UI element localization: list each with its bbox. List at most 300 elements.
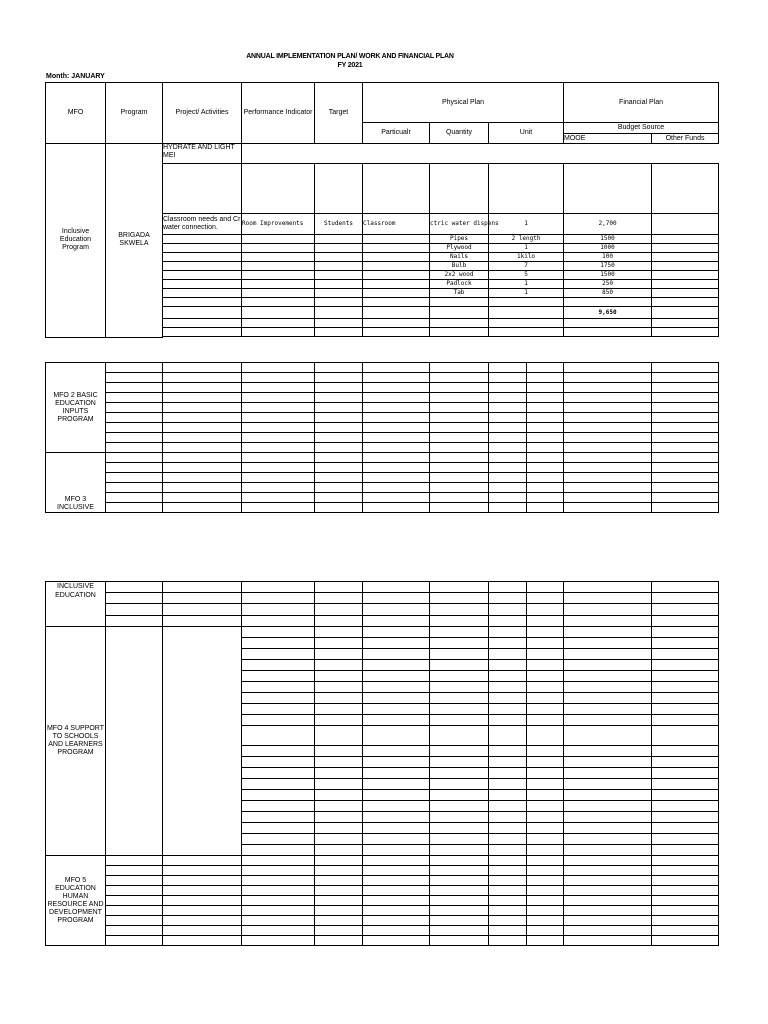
cell	[430, 433, 489, 443]
cell	[489, 616, 527, 627]
cell	[163, 383, 242, 393]
cell	[430, 638, 489, 649]
cell	[242, 319, 315, 328]
cell	[564, 403, 652, 413]
cell	[489, 638, 527, 649]
cell	[315, 660, 363, 671]
cell	[527, 413, 564, 423]
cell	[242, 823, 315, 834]
cell	[315, 834, 363, 845]
item-quantity: Tab	[430, 289, 489, 298]
cell	[363, 671, 430, 682]
cell	[564, 649, 652, 660]
cell	[163, 616, 242, 627]
cell	[652, 812, 719, 823]
cell	[363, 244, 430, 253]
col-indicator: Performance Indicator	[242, 83, 315, 144]
cell	[363, 604, 430, 616]
cell	[430, 443, 489, 453]
col-target: Target	[315, 83, 363, 144]
cell	[652, 856, 719, 866]
col-financial-plan: Financial Plan	[564, 83, 719, 123]
cell	[363, 801, 430, 812]
cell	[315, 593, 363, 604]
cell	[564, 413, 652, 423]
cell	[163, 493, 242, 503]
cell	[564, 886, 652, 896]
cell	[363, 443, 430, 453]
cell	[652, 403, 719, 413]
cell	[242, 373, 315, 383]
cell	[315, 253, 363, 262]
cell	[564, 856, 652, 866]
cell	[242, 671, 315, 682]
cell	[489, 845, 527, 856]
col-unit: Unit	[489, 123, 564, 144]
item-mooe: 850	[564, 289, 652, 298]
cell	[363, 262, 430, 271]
cell	[242, 403, 315, 413]
cell	[363, 746, 430, 757]
cell	[564, 473, 652, 483]
cell	[430, 790, 489, 801]
cell	[489, 383, 527, 393]
cell	[163, 926, 242, 936]
cell	[242, 801, 315, 812]
cell	[430, 856, 489, 866]
cell	[527, 493, 564, 503]
cell	[564, 906, 652, 916]
cell	[315, 757, 363, 768]
cell	[242, 790, 315, 801]
cell	[489, 627, 527, 638]
mfo-support-to-schools: MFO 4 SUPPORT TO SCHOOLS AND LEARNERS PROGRAM	[46, 627, 106, 856]
cell	[363, 682, 430, 693]
cell	[489, 866, 527, 876]
cell	[163, 413, 242, 423]
cell	[430, 906, 489, 916]
cell	[106, 503, 163, 513]
cell	[315, 307, 363, 319]
cell	[315, 627, 363, 638]
cell	[564, 834, 652, 845]
cell	[489, 757, 527, 768]
cell	[430, 682, 489, 693]
cell	[489, 443, 527, 453]
cell	[489, 886, 527, 896]
cell	[652, 801, 719, 812]
cell	[527, 373, 564, 383]
cell	[527, 671, 564, 682]
cell	[564, 328, 652, 337]
cell	[564, 363, 652, 373]
cell	[527, 834, 564, 845]
item-quantity: Pipes	[430, 235, 489, 244]
cell	[564, 319, 652, 328]
cell	[652, 715, 719, 726]
cell	[430, 473, 489, 483]
cell	[527, 916, 564, 926]
cell	[430, 896, 489, 906]
cell	[652, 834, 719, 845]
cell	[527, 582, 564, 593]
cell	[527, 693, 564, 704]
cell	[242, 244, 315, 253]
cell	[242, 926, 315, 936]
cell	[489, 856, 527, 866]
cell	[430, 704, 489, 715]
cell	[489, 483, 527, 493]
cell	[430, 936, 489, 946]
cell	[242, 906, 315, 916]
cell	[363, 433, 430, 443]
cell	[489, 403, 527, 413]
cell	[363, 936, 430, 946]
cell	[430, 319, 489, 328]
cell	[163, 886, 242, 896]
cell	[242, 886, 315, 896]
cell	[363, 876, 430, 886]
cell	[489, 660, 527, 671]
cell	[363, 582, 430, 593]
cell	[527, 363, 564, 373]
cell	[315, 638, 363, 649]
cell	[315, 866, 363, 876]
target-value: Students	[315, 214, 363, 235]
cell	[106, 916, 163, 926]
mfo-education-human-resource: MFO 5 EDUCATION HUMAN RESOURCE AND DEVELOPMENT PROGRAM	[46, 856, 106, 946]
cell	[163, 876, 242, 886]
cell	[527, 433, 564, 443]
cell	[315, 413, 363, 423]
cell	[527, 443, 564, 453]
cell	[430, 164, 489, 214]
cell	[652, 886, 719, 896]
cell	[106, 936, 163, 946]
cell	[489, 704, 527, 715]
cell	[564, 682, 652, 693]
cell	[242, 715, 315, 726]
cell	[315, 262, 363, 271]
cell	[652, 906, 719, 916]
cell	[363, 693, 430, 704]
cell	[315, 280, 363, 289]
cell	[527, 604, 564, 616]
item-quantity: Nails	[430, 253, 489, 262]
item-quantity: Bulb	[430, 262, 489, 271]
cell	[652, 916, 719, 926]
cell	[527, 845, 564, 856]
cell	[163, 319, 242, 328]
cell	[430, 886, 489, 896]
cell	[315, 383, 363, 393]
cell	[242, 896, 315, 906]
cell	[363, 373, 430, 383]
col-other-funds: Other Funds	[652, 134, 719, 144]
cell	[652, 757, 719, 768]
cell	[163, 289, 242, 298]
item-mooe: 1500	[564, 235, 652, 244]
cell	[652, 845, 719, 856]
cell	[315, 393, 363, 403]
cell	[527, 926, 564, 936]
cell	[564, 164, 652, 214]
cell	[564, 790, 652, 801]
cell	[163, 393, 242, 403]
cell	[163, 593, 242, 604]
cell	[242, 493, 315, 503]
cell	[564, 768, 652, 779]
cell	[564, 671, 652, 682]
cell	[430, 845, 489, 856]
cell	[652, 363, 719, 373]
cell	[489, 906, 527, 916]
cell	[363, 164, 430, 214]
cell	[363, 463, 430, 473]
cell	[363, 493, 430, 503]
cell	[652, 443, 719, 453]
cell	[652, 262, 719, 271]
cell	[564, 704, 652, 715]
document-title: ANNUAL IMPLEMENTATION PLAN/ WORK AND FINANCIAL PLAN	[246, 53, 454, 60]
cell	[242, 298, 315, 307]
item-unit: 1	[489, 244, 564, 253]
cell	[315, 363, 363, 373]
cell	[315, 319, 363, 328]
cell	[363, 660, 430, 671]
cell	[242, 693, 315, 704]
activity-text: Classroom needs and Cr water connection.	[163, 214, 242, 235]
cell	[527, 704, 564, 715]
table-part-2	[0, 583, 768, 941]
cell	[430, 926, 489, 936]
cell	[242, 307, 315, 319]
cell	[315, 289, 363, 298]
cell	[489, 726, 527, 746]
cell	[363, 423, 430, 433]
cell	[430, 453, 489, 463]
cell	[489, 423, 527, 433]
item-unit: 2 length	[489, 235, 564, 244]
cell	[163, 328, 242, 337]
cell	[163, 856, 242, 866]
cell	[106, 593, 163, 604]
cell	[652, 253, 719, 262]
cell	[489, 682, 527, 693]
item-mooe: 1750	[564, 262, 652, 271]
cell	[363, 916, 430, 926]
cell	[527, 503, 564, 513]
cell	[527, 393, 564, 403]
cell	[430, 823, 489, 834]
indicator-value: Room Improvements	[242, 214, 315, 235]
cell	[652, 473, 719, 483]
cell	[315, 604, 363, 616]
cell	[652, 373, 719, 383]
cell	[489, 393, 527, 403]
cell	[363, 503, 430, 513]
cell	[564, 757, 652, 768]
cell	[315, 812, 363, 823]
cell	[489, 319, 564, 328]
cell	[564, 493, 652, 503]
cell	[315, 403, 363, 413]
cell	[315, 856, 363, 866]
cell	[242, 582, 315, 593]
cell	[527, 790, 564, 801]
cell	[163, 433, 242, 443]
cell	[652, 328, 719, 337]
cell	[527, 936, 564, 946]
cell	[163, 262, 242, 271]
cell	[363, 271, 430, 280]
cell	[242, 463, 315, 473]
cell	[489, 604, 527, 616]
cell	[106, 926, 163, 936]
cell	[652, 298, 719, 307]
cell	[315, 926, 363, 936]
cell	[489, 916, 527, 926]
cell	[363, 393, 430, 403]
cell	[652, 768, 719, 779]
cell	[363, 483, 430, 493]
cell	[564, 604, 652, 616]
cell	[652, 463, 719, 473]
cell	[242, 262, 315, 271]
cell	[315, 671, 363, 682]
cell	[363, 856, 430, 866]
cell	[652, 319, 719, 328]
cell	[489, 298, 564, 307]
cell	[489, 779, 527, 790]
cell	[564, 660, 652, 671]
cell	[315, 693, 363, 704]
cell	[489, 649, 527, 660]
cell	[430, 627, 489, 638]
cell	[363, 866, 430, 876]
cell	[163, 582, 242, 593]
cell	[652, 483, 719, 493]
item-unit: 5	[489, 271, 564, 280]
cell	[652, 649, 719, 660]
cell	[363, 812, 430, 823]
cell	[363, 616, 430, 627]
cell	[489, 307, 564, 319]
cell	[430, 463, 489, 473]
cell	[242, 413, 315, 423]
cell	[527, 403, 564, 413]
cell	[652, 638, 719, 649]
cell	[163, 916, 242, 926]
cell	[652, 582, 719, 593]
cell	[363, 715, 430, 726]
cell	[564, 582, 652, 593]
cell	[315, 473, 363, 483]
cell	[363, 886, 430, 896]
cell	[242, 757, 315, 768]
cell	[242, 704, 315, 715]
cell	[652, 671, 719, 682]
cell	[315, 493, 363, 503]
cell	[106, 473, 163, 483]
mfo-inclusive-education: Inclusive Education Program	[46, 144, 106, 338]
cell	[163, 906, 242, 916]
cell	[489, 582, 527, 593]
cell	[430, 493, 489, 503]
cell	[106, 393, 163, 403]
cell	[564, 463, 652, 473]
cell	[652, 235, 719, 244]
cell	[363, 473, 430, 483]
cell	[652, 214, 719, 235]
cell	[652, 244, 719, 253]
cell	[564, 845, 652, 856]
col-budget-source: Budget Source	[564, 123, 719, 134]
cell	[430, 693, 489, 704]
cell	[564, 393, 652, 403]
cell	[652, 926, 719, 936]
cell	[106, 373, 163, 383]
cell	[106, 876, 163, 886]
cell	[527, 383, 564, 393]
cell	[106, 627, 163, 856]
cell	[564, 298, 652, 307]
cell	[564, 746, 652, 757]
particular-value: Classroom	[363, 214, 430, 235]
cell	[430, 746, 489, 757]
col-physical-plan: Physical Plan	[363, 83, 564, 123]
cell	[489, 328, 564, 337]
cell	[163, 463, 242, 473]
cell	[652, 823, 719, 834]
cell	[106, 886, 163, 896]
col-mfo: MFO	[46, 83, 106, 144]
cell	[527, 768, 564, 779]
cell	[315, 823, 363, 834]
cell	[315, 768, 363, 779]
cell	[430, 812, 489, 823]
cell	[489, 693, 527, 704]
cell	[489, 768, 527, 779]
cell	[315, 298, 363, 307]
cell	[106, 433, 163, 443]
cell	[489, 896, 527, 906]
cell	[242, 289, 315, 298]
cell	[652, 660, 719, 671]
col-particular: Particualr	[363, 123, 430, 144]
cell	[363, 790, 430, 801]
cell	[564, 823, 652, 834]
cell	[430, 328, 489, 337]
cell	[652, 271, 719, 280]
cell	[489, 926, 527, 936]
cell	[106, 896, 163, 906]
cell	[489, 373, 527, 383]
item-unit: 1kilo	[489, 253, 564, 262]
cell	[315, 715, 363, 726]
cell	[564, 453, 652, 463]
cell	[527, 757, 564, 768]
cell	[652, 433, 719, 443]
cell	[363, 363, 430, 373]
cell	[527, 886, 564, 896]
cell	[430, 866, 489, 876]
cell	[564, 373, 652, 383]
cell	[527, 779, 564, 790]
cell	[242, 916, 315, 926]
cell	[430, 660, 489, 671]
item-unit: 7	[489, 262, 564, 271]
